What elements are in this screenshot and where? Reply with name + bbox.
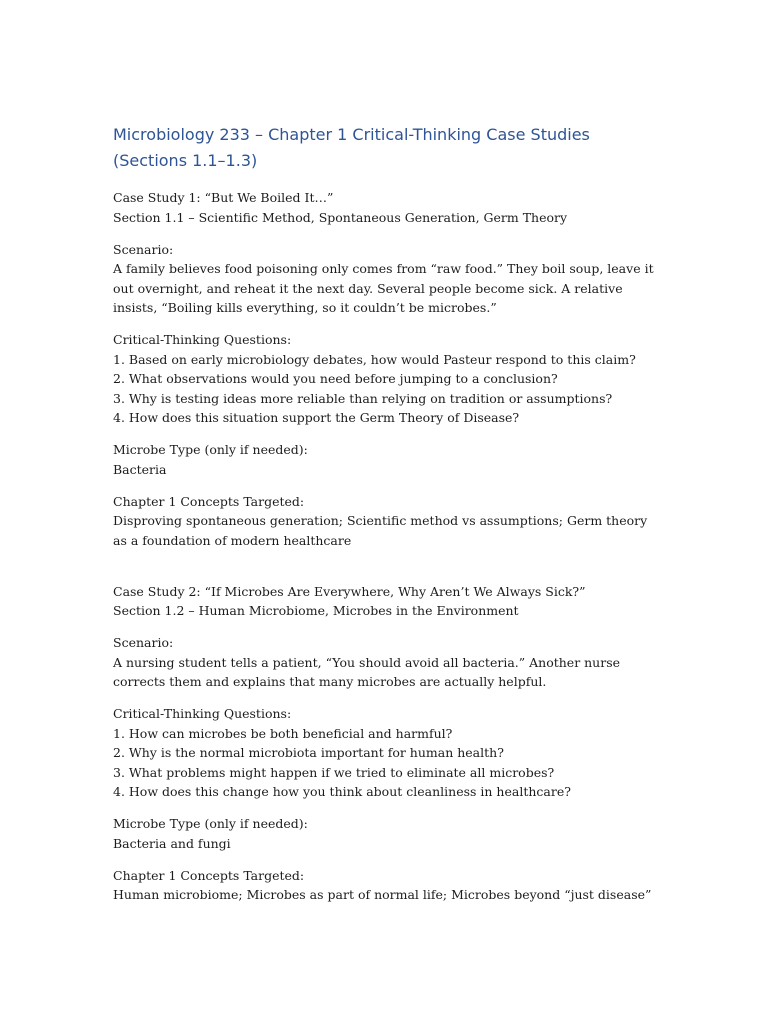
microbe-type-block (113, 814, 658, 853)
question-item: 3. Why is testing ideas more reliable than relying on tradition or assumptions? (113, 390, 613, 406)
scenario-block (113, 240, 658, 318)
scenario-block (113, 633, 658, 692)
case-study-1 (113, 188, 658, 550)
questions-label: Critical-Thinking Questions: (113, 706, 292, 721)
case-study-2 (113, 582, 658, 905)
concepts-label: Chapter 1 Concepts Targeted: (113, 867, 305, 883)
scenario-text: A family believes food poisoning only comes from “raw food.” They boil soup, leave it out overnight, and reheat it the next day. Several people become sick. A relative insists, “Boiling kills everything, so it couldn’t be microbes.” (113, 261, 658, 315)
question-item: 2. What observations would you need before jumping to a conclusion? (113, 371, 558, 386)
document-page (113, 122, 658, 917)
question-item: 1. How can microbes be both beneficial and harmful? (113, 725, 453, 741)
questions-block (113, 330, 658, 428)
microbe-type-label: Microbe Type (only if needed): (113, 442, 308, 457)
case-study-header (113, 188, 658, 227)
case-study-heading: Case Study 2: “If Microbes Are Everywhere, Why Aren’t We Always Sick?” (113, 583, 586, 599)
case-study-section: Section 1.1 – Scientific Method, Spontaneous Generation, Germ Theory (113, 209, 568, 225)
question-item: 1. Based on early microbiology debates, how would Pasteur respond to this claim? (113, 351, 636, 367)
microbe-type-value: Bacteria and fungi (113, 835, 231, 851)
scenario-label: Scenario: (113, 241, 174, 257)
case-separator (113, 563, 658, 582)
concepts-block (113, 492, 658, 551)
questions-label: Critical-Thinking Questions: (113, 332, 292, 347)
concepts-label: Chapter 1 Concepts Targeted: (113, 493, 305, 509)
microbe-type-value: Bacteria (113, 461, 167, 477)
concepts-value: Disproving spontaneous generation; Scientific method vs assumptions; Germ theory as a foundation of modern healthcare (113, 513, 652, 548)
document-title: Microbiology 233 – Chapter 1 Critical-Thinking Case Studies (Sections 1.1–1.3) (113, 125, 590, 170)
question-item: 4. How does this change how you think about cleanliness in healthcare? (113, 784, 571, 799)
case-study-header (113, 582, 658, 621)
microbe-type-block (113, 440, 658, 479)
question-item: 3. What problems might happen if we tried to eliminate all microbes? (113, 764, 555, 780)
microbe-type-label: Microbe Type (only if needed): (113, 816, 308, 831)
question-item: 2. Why is the normal microbiota important for human health? (113, 745, 504, 760)
case-study-section: Section 1.2 – Human Microbiome, Microbes in the Environment (113, 603, 519, 618)
scenario-text: A nursing student tells a patient, “You should avoid all bacteria.” Another nurse corrects them and explains that many microbes are actually helpful. (113, 654, 625, 689)
scenario-label: Scenario: (113, 635, 174, 650)
questions-block (113, 704, 658, 802)
concepts-value: Human microbiome; Microbes as part of normal life; Microbes beyond “just disease” (113, 887, 652, 902)
question-item: 4. How does this situation support the Germ Theory of Disease? (113, 410, 520, 425)
case-study-heading: Case Study 1: “But We Boiled It…” (113, 190, 334, 205)
concepts-block (113, 866, 658, 905)
